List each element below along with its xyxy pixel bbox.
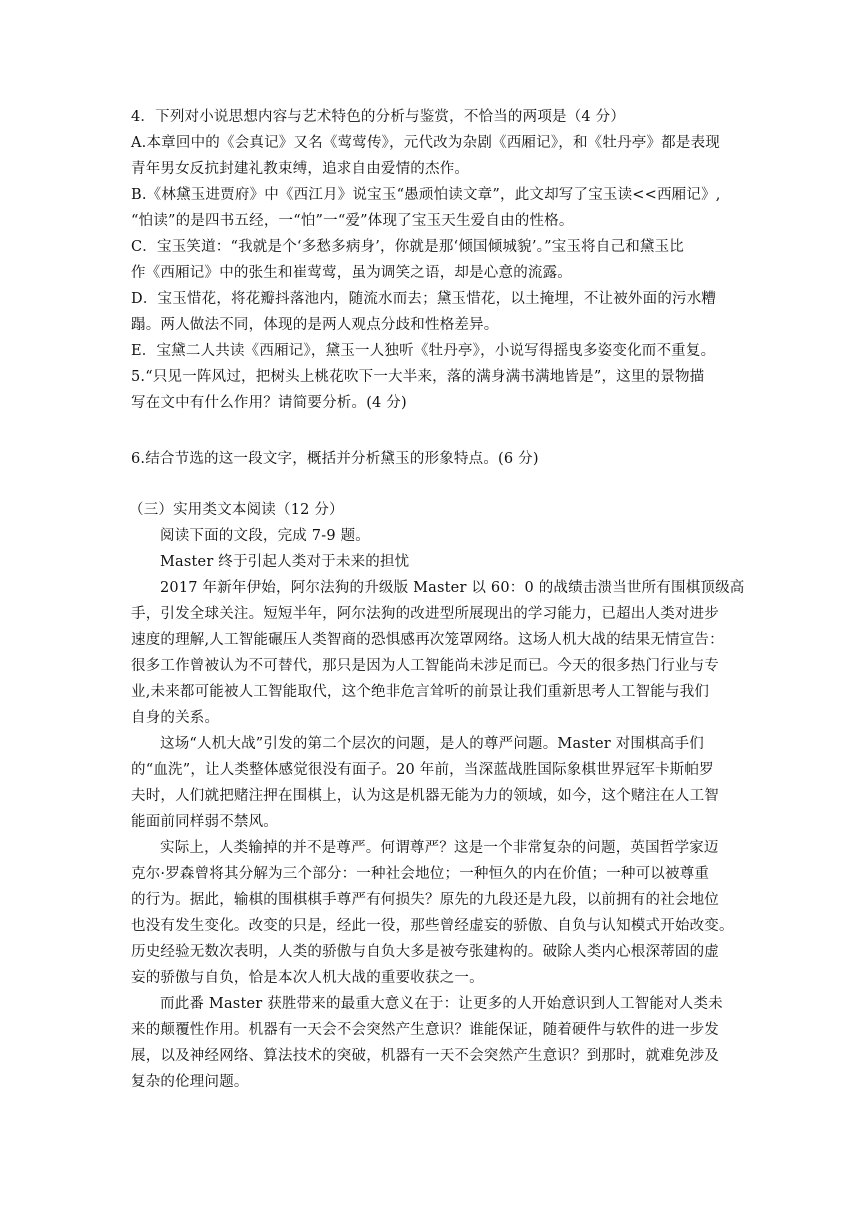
- question-4-option-e: E．宝黛二人共读《西厢记》，黛玉一人独听《牡丹亭》，小说写得摇曳多姿变化而不重复。: [131, 343, 716, 359]
- article-paragraph-2-line: 这场“人机大战”引发的第二个层次的问题，是人的尊严问题。Master 对围棋高手们: [160, 736, 704, 752]
- article-paragraph-2-line: 能面前同样弱不禁风。: [131, 814, 278, 830]
- question-5-stem-cont: 写在文中有什么作用？请简要分析。(4 分): [131, 395, 407, 411]
- article-paragraph-4-line: 来的颠覆性作用。机器有一天会不会突然产生意识？谁能保证，随着硬件与软件的进一步发: [131, 1022, 719, 1038]
- question-4-option-a: A.本章回中的《会真记》又名《莺莺传》，元代改为杂剧《西厢记》，和《牡丹亭》都是表现: [131, 135, 720, 151]
- section-3-heading: （三）实用类文本阅读（12 分）: [129, 502, 344, 518]
- article-paragraph-4-line: 复杂的伦理问题。: [131, 1074, 249, 1090]
- question-4-option-d-cont: 蹋。两人做法不同，体现的是两人观点分歧和性格差异。: [131, 317, 499, 333]
- article-paragraph-1-line: 手，引发全球关注。短短半年，阿尔法狗的改进型所展现出的学习能力，已超出人类对进步: [131, 606, 719, 622]
- question-4-option-d: D．宝玉惜花，将花瓣抖落池内，随流水而去；黛玉惜花，以土掩埋，不让被外面的污水糟: [131, 291, 717, 307]
- article-paragraph-2-line: 的“血洗”，让人类整体感觉很没有面子。20 年前，当深蓝战胜国际象棋世界冠军卡斯帕罗: [131, 762, 714, 778]
- article-paragraph-1-line: 很多工作曾被认为不可替代，那只是因为人工智能尚未涉足而已。今天的很多热门行业与专: [131, 658, 719, 674]
- article-paragraph-3-line: 的行为。据此，输棋的围棋棋手尊严有何损失？原先的九段还是九段，以前拥有的社会地位: [131, 892, 719, 908]
- article-paragraph-3-line: 实际上，人类输掉的并不是尊严。何谓尊严？这是一个非常复杂的问题，英国哲学家迈: [160, 840, 719, 856]
- question-4-option-c: C．宝玉笑道：“我就是个‘多愁多病身’，你就是那‘倾国倾城貌’。”宝玉将自己和黛玉比: [131, 239, 685, 255]
- question-4-stem: 4．下列对小说思想内容与艺术特色的分析与鉴赏，不恰当的两项是（4 分）: [131, 109, 626, 125]
- article-paragraph-1-line: 自身的关系。: [131, 710, 220, 726]
- question-4-option-a-cont: 青年男女反抗封建礼教束缚，追求自由爱情的杰作。: [131, 161, 470, 177]
- article-title: Master 终于引起人类对于未来的担忧: [160, 554, 410, 570]
- article-paragraph-4-line: 展，以及神经网络、算法技术的突破，机器有一天不会突然产生意识？到那时，就难免涉及: [131, 1048, 719, 1064]
- article-paragraph-1-line: 业,未来都可能被人工智能取代，这个绝非危言耸听的前景让我们重新思考人工智能与我们: [131, 684, 710, 700]
- question-4-option-c-cont: 作《西厢记》中的张生和崔莺莺，虽为调笑之语，却是心意的流露。: [131, 265, 572, 281]
- article-paragraph-2-line: 夫时，人们就把赌注押在围棋上，认为这是机器无能为力的领域，如今，这个赌注在人工智: [131, 788, 719, 804]
- question-5-stem: 5.“只见一阵风过，把树头上桃花吹下一大半来，落的满身满书满地皆是”，这里的景物描: [131, 369, 705, 385]
- section-3-instruction: 阅读下面的文段，完成 7-9 题。: [160, 528, 370, 544]
- article-paragraph-3-line: 克尔·罗森曾将其分解为三个部分：一种社会地位；一种恒久的内在价值；一种可以被尊重: [131, 866, 710, 882]
- article-paragraph-3-line: 也没有发生变化。改变的只是，经此一役，那些曾经虚妄的骄傲、自负与认知模式开始改变。: [131, 918, 734, 934]
- question-4-option-b-cont: “怕读”的是四书五经，一“怕”一“爱”体现了宝玉天生爱自由的性格。: [131, 213, 574, 229]
- article-paragraph-4-line: 而此番 Master 获胜带来的最重大意义在于：让更多的人开始意识到人工智能对人类未: [160, 996, 723, 1012]
- article-paragraph-1-line: 速度的理解,人工智能碾压人类智商的恐惧感再次笼罩网络。这场人机大战的结果无情宣告：: [131, 632, 724, 648]
- article-paragraph-3-line: 历史经验无数次表明，人类的骄傲与自负大多是被夸张建构的。破除人类内心根深蒂固的虚: [131, 944, 719, 960]
- article-paragraph-3-line: 妄的骄傲与自负，恰是本次人机大战的重要收获之一。: [131, 970, 484, 986]
- article-paragraph-1-line: 2017 年新年伊始，阿尔法狗的升级版 Master 以 60：0 的战绩击溃当世所有围棋顶级高: [160, 580, 745, 596]
- question-4-option-b: B.《林黛玉进贾府》中《西江月》说宝玉“愚顽怕读文章”，此文却写了宝玉读<<西厢记》,: [131, 187, 721, 203]
- question-6-stem: 6.结合节选的这一段文字，概括并分析黛玉的形象特点。(6 分): [131, 451, 539, 467]
